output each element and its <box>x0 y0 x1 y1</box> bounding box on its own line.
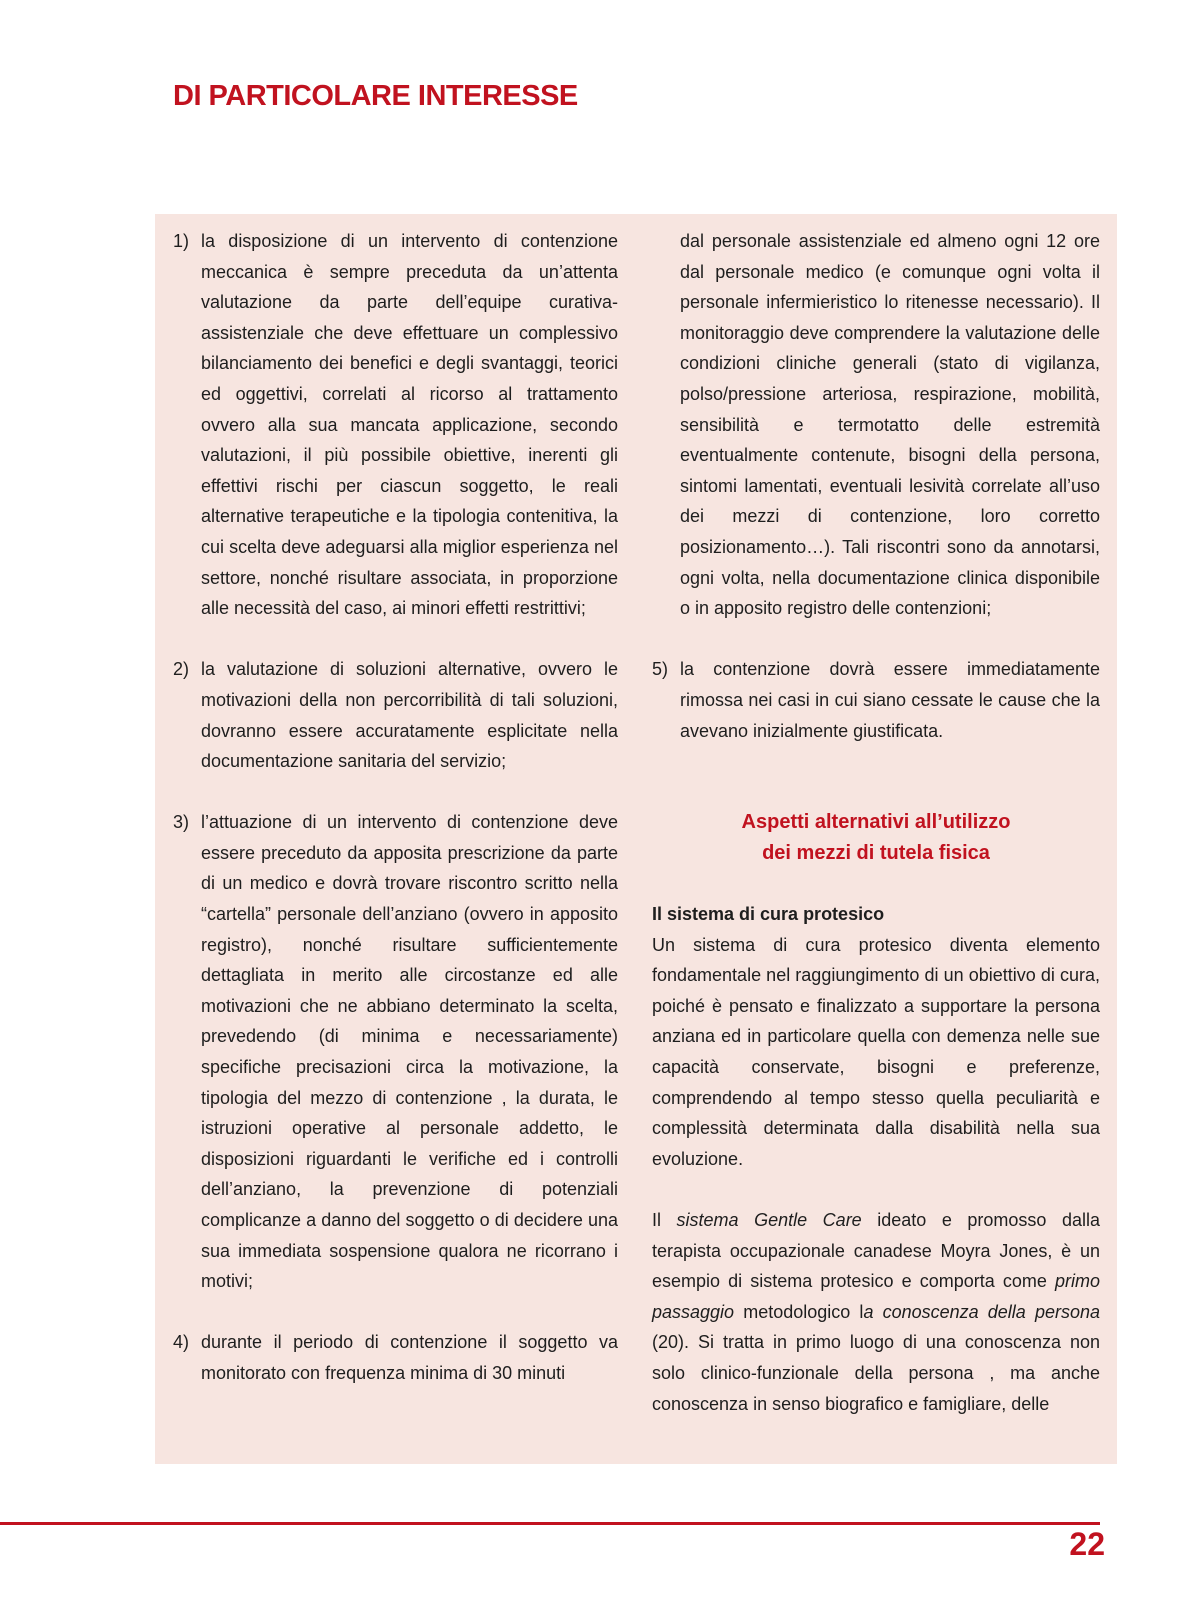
list-item-number: 2) <box>173 659 190 680</box>
right-column <box>652 226 1100 1419</box>
emphasis-text: a conoscenza della persona <box>863 1301 1101 1322</box>
emphasis-text: primo passaggio <box>652 1271 1100 1322</box>
subsection-heading: Il sistema di cura protesico <box>652 904 885 925</box>
list-item <box>173 654 618 776</box>
text-run: Il <box>652 1210 677 1230</box>
list-item <box>652 654 1100 746</box>
text-run: metodologico l <box>734 1301 864 1322</box>
list-item-text: l’attuazione di un intervento di contenzione deve essere preceduto da apposita prescrizione da parte di un medico e dovrà trovare riscontro scritto nella “cartella” personale dell’anziano (ovvero in apposito registro), nonché risultare sufficientemente dettagliata in merito alle circostanze ed alle motivazioni che ne abbiano determinato la scelta, prevedendo (di minima e necessariamente) specifiche precisazioni circa la motivazione, la tipologia del mezzo di contenzione , la durata, le istruzioni operative al personale addetto, le disposizioni riguardanti le verifiche ed i controlli dell’anziano, la prevenzione di potenziali complicanze a danno del soggetto o di decidere una sua immediata sospensione qualora ne ricorrano i motivi; <box>201 812 618 1292</box>
page-title: DI PARTICOLARE INTERESSE <box>173 80 578 112</box>
paragraph: Un sistema di cura protesico diventa elemento fondamentale nel raggiungimento di un obiettivo di cura, poiché è pensato e finalizzato a supportare la persona anziana ed in particolare quella con demenza nelle sue capacità conservate, bisogni e preferenze, comprendendo al tempo stesso quella peculiarità e complessità determinata dalla disabilità nella sua evoluzione. <box>652 934 1100 1169</box>
list-item-number: 5) <box>652 659 669 680</box>
section-heading-line: Aspetti alternativi all’utilizzo <box>741 811 1011 834</box>
list-item-text: durante il periodo di contenzione il soggetto va monitorato con frequenza minima di 30 minuti <box>201 1332 618 1383</box>
list-item-continuation: dal personale assistenziale ed almeno ogni 12 ore dal personale medico (e comunque ogni volta il personale infermieristico lo ritenesse necessario). Il monitoraggio deve comprendere la valutazione delle condizioni cliniche generali (stato di vigilanza, polso/pressione arteriosa, respirazione, mobilità, sensibilità e termotatto delle estremità eventualmente contenute, bisogni della persona, sintomi lamentati, eventuali lesività correlate all’uso dei mezzi di contenzione, loro corretto posizionamento…). Tali riscontri sono da annotarsi, ogni volta, nella documentazione clinica disponibile o in apposito registro delle contenzioni; <box>680 231 1100 619</box>
list-item <box>173 807 618 1297</box>
paragraph <box>652 1205 1100 1419</box>
list-item-text: la disposizione di un intervento di contenzione meccanica è sempre preceduta da un’attenta valutazione da parte dell’equipe curativa-assistenziale che deve effettuare un complessivo bilanciamento dei benefici e degli svantaggi, teorici ed oggettivi, correlati al ricorso al trattamento ovvero alla sua mancata applicazione, secondo valutazioni, il più possibile obiettive, inerenti gli effettivi rischi per ciascun soggetto, le reali alternative terapeutiche e la tipologia contenitiva, la cui scelta deve adeguarsi alla miglior esperienza nel settore, nonché risultare associata, in proporzione alle necessità del caso, ai minori effetti restrittivi; <box>201 231 618 619</box>
list-item-text: la valutazione di soluzioni alternative, ovvero le motivazioni della non percorribilità di tali soluzioni, dovranno essere accuratamente esplicitate nella documentazione sanitaria del servizio; <box>201 659 618 772</box>
page-number: 22 <box>1069 1526 1105 1562</box>
text-run: ideato e promosso dalla terapista occupazionale canadese Moyra Jones, è un esempio di sistema protesico e comporta come <box>652 1210 1100 1292</box>
list-item-number: 1) <box>173 231 190 251</box>
text-run: (20). Si tratta in primo luogo di una conoscenza non solo clinico-funzionale della persona , ma anche conoscenza in senso biografico e famigliare, delle <box>652 1332 1100 1414</box>
list-item-number: 4) <box>173 1332 190 1353</box>
section-heading-line: dei mezzi di tutela fisica <box>762 841 990 864</box>
list-item <box>173 1327 618 1388</box>
section-heading <box>652 807 1100 868</box>
emphasis-text: sistema Gentle Care <box>676 1210 862 1230</box>
list-item-number: 3) <box>173 812 190 833</box>
left-column <box>173 226 618 1389</box>
footer-divider <box>0 1522 1100 1525</box>
list-item-text: la contenzione dovrà essere immediatamente rimossa nei casi in cui siano cessate le cause che la avevano inizialmente giustificata. <box>680 659 1100 741</box>
content-panel <box>155 214 1117 1464</box>
list-item <box>173 226 618 624</box>
